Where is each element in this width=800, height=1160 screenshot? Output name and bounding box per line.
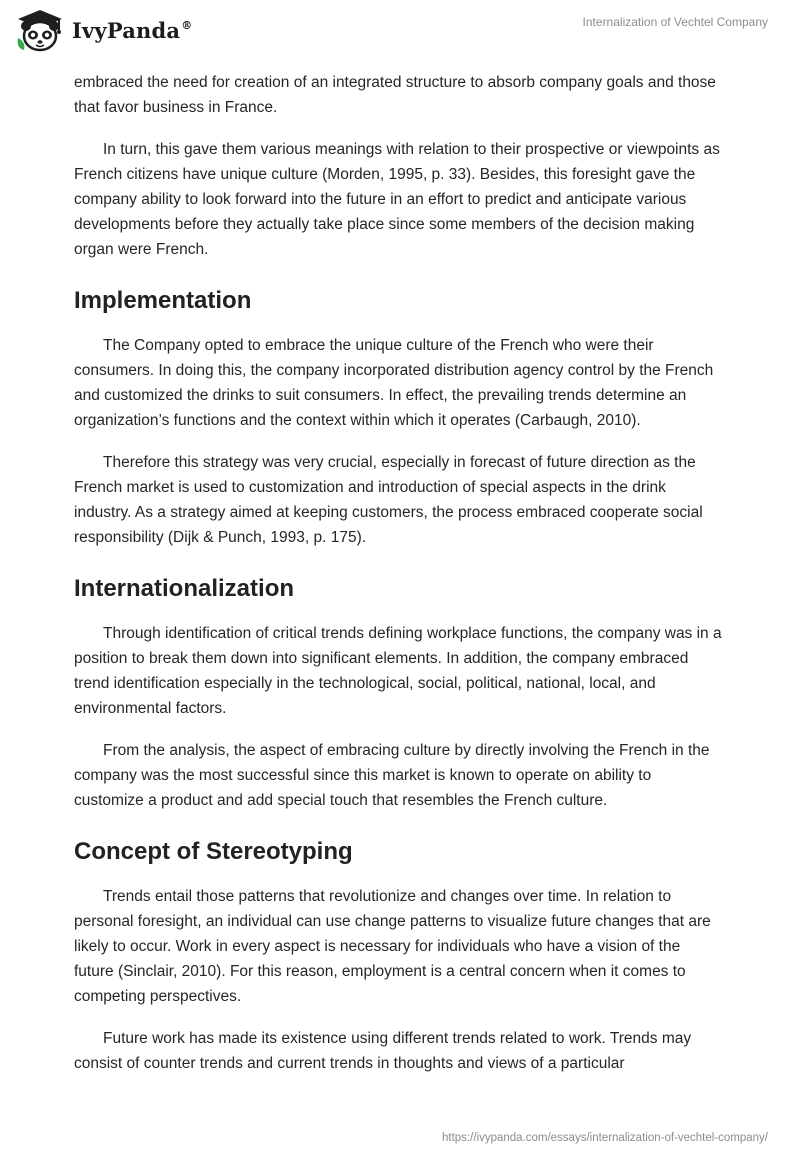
paragraph: From the analysis, the aspect of embracing culture by directly involving the French in the company was the most successful since this market is known to operate on ability to customize a product and add special touch that resembles the French culture. [74,742,710,809]
panda-logo-icon [14,8,66,52]
paragraph: Through identification of critical trends defining workplace functions, the company was in a position to break them down into significant elements. In addition, the company embraced trend identification especially in the technological, social, political, national, local, and environmental factors. [74,625,722,717]
paragraph: embraced the need for creation of an integrated structure to absorb company goals and those that favor business in France. [74,74,716,116]
paragraph: In turn, this gave them various meanings with relation to their prospective or viewpoints as French citizens have unique culture (Morden, 1995, p. 33). Besides, this foresight gave the company ability to look forward into the future in an effort to predict and anticipate various developments before they actually take place since some members of the decision making organ were French. [74,141,720,258]
section-heading-implementation: Implementation [74,287,252,314]
brand-name: IvyPanda® [72,17,193,43]
paragraph: Therefore this strategy was very crucial, especially in forecast of future direction as the French market is used to customization and introduction of special aspects in the drink industry. As a strategy aimed at keeping customers, the process embraced cooperate social responsibility (Dijk & Punch, 1993, p. 175). [74,454,703,546]
paragraph: Trends entail those patterns that revolutionize and changes over time. In relation to personal foresight, an individual can use change patterns to visualize future changes that are likely to occur. Work in every aspect is necessary for individuals who have a vision of the future (Sinclair, 2010). For this reason, employment is a central concern when it comes to competing perspectives. [74,888,711,1005]
article-body [74,70,722,1093]
logo[interactable] [14,8,192,52]
source-url[interactable]: https://ivypanda.com/essays/internalization-of-vechtel-company/ [442,1132,768,1144]
page-header [0,0,800,62]
paragraph: The Company opted to embrace the unique culture of the French who were their consumers. In doing this, the company incorporated distribution agency control by the French and customized the drinks to suit consumers. In effect, the prevailing trends determine an organization’s functions and the context within which it operates (Carbaugh, 2010). [74,337,714,429]
section-heading-internationalization: Internationalization [74,575,295,602]
section-heading-stereotyping: Concept of Stereotyping [74,838,353,865]
document-title: Internalization of Vechtel Company [582,15,768,29]
paragraph: Future work has made its existence using different trends related to work. Trends may consist of counter trends and current trends in thoughts and views of a particular [74,1030,692,1072]
